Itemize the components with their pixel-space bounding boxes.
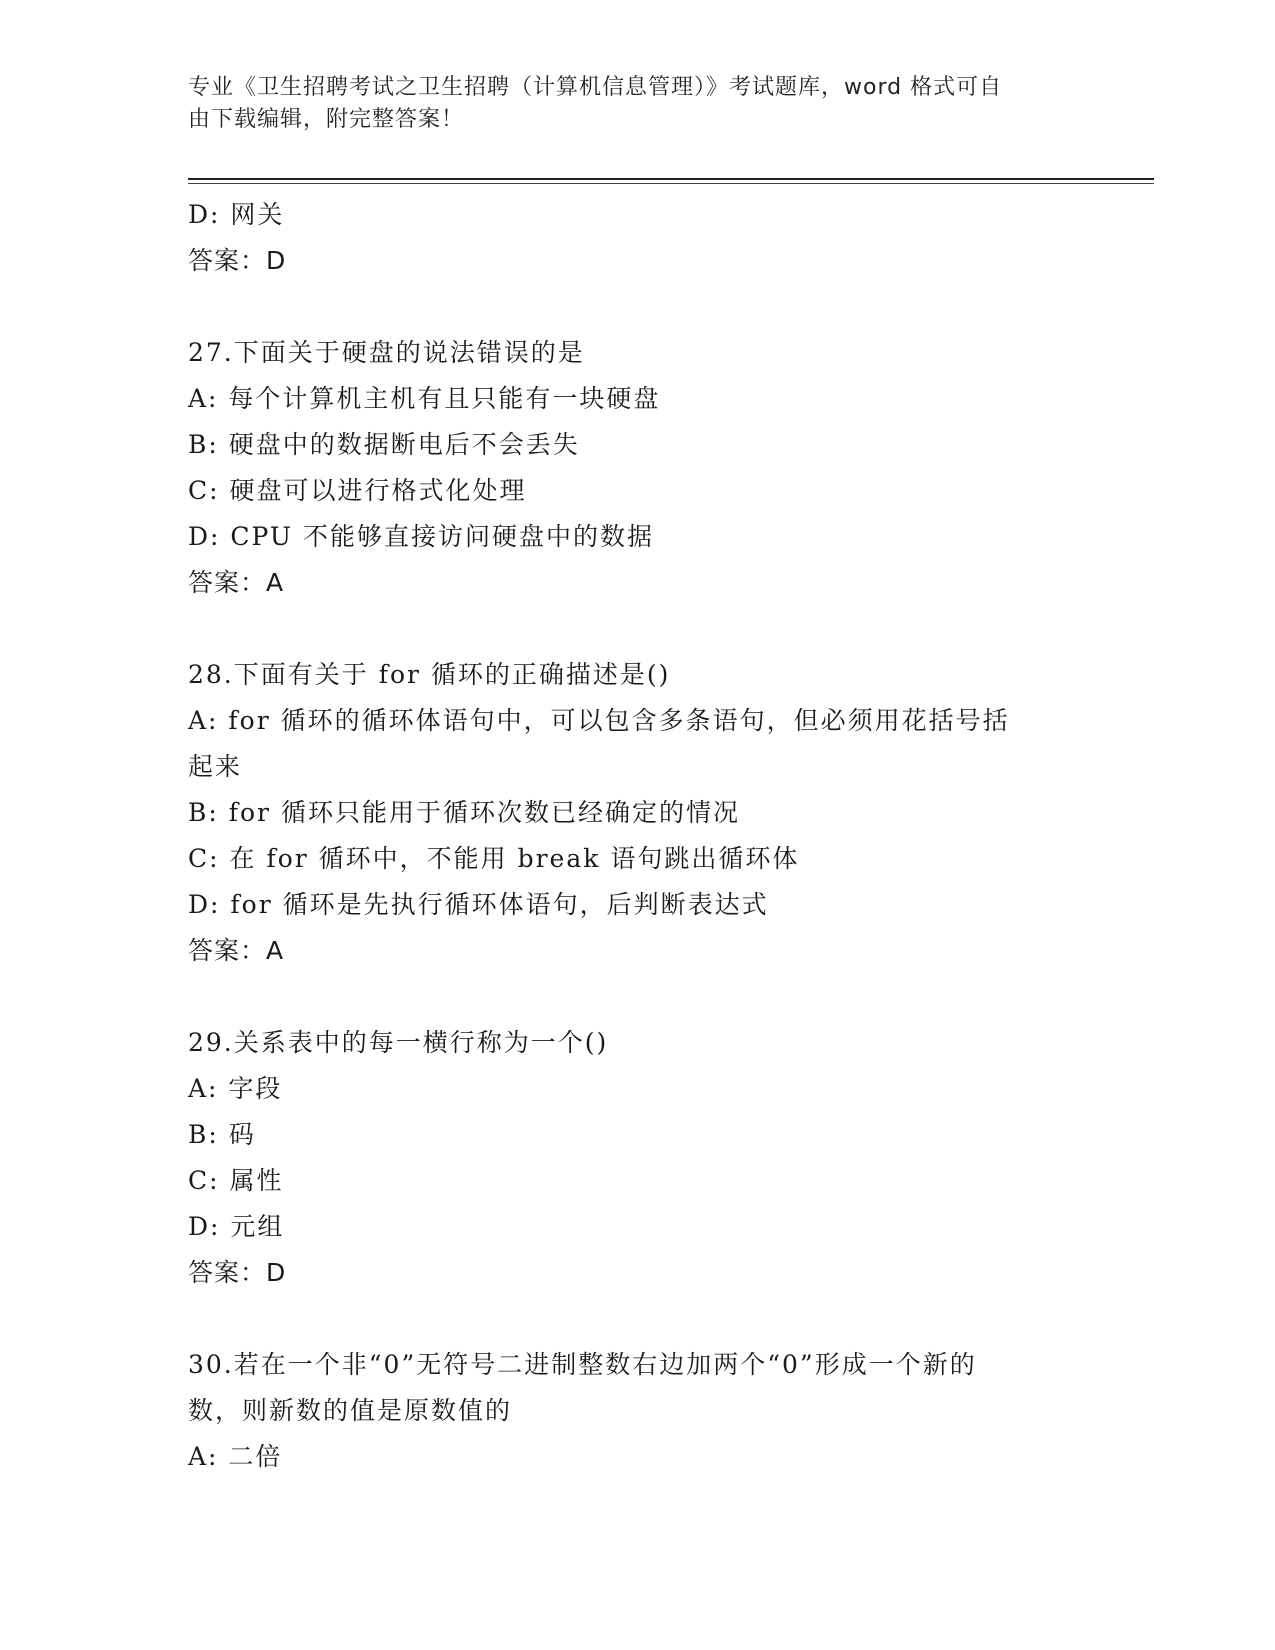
option-b: B: 硬盘中的数据断电后不会丢失 (188, 430, 580, 459)
document-header (188, 72, 1068, 136)
question-stem: 27.下面关于硬盘的说法错误的是 (188, 338, 585, 367)
question-27 (188, 330, 1088, 606)
question-28 (188, 652, 1088, 974)
option-a-continued: 起来 (188, 752, 243, 781)
header-line-1: 专业《卫生招聘考试之卫生招聘（计算机信息管理）》考试题库，word 格式可自 (188, 75, 1003, 100)
spacer (188, 974, 1088, 1020)
spacer (188, 284, 1088, 330)
answer: 答案：A (188, 568, 285, 597)
option-d: D: 元组 (188, 1212, 285, 1241)
question-stem: 29.关系表中的每一横行称为一个() (188, 1028, 609, 1057)
question-content (188, 192, 1088, 1480)
question-30 (188, 1342, 1088, 1480)
prev-option-d: D: 网关 (188, 200, 285, 229)
option-a: A: 二倍 (188, 1442, 283, 1471)
header-divider-thin (188, 183, 1154, 184)
option-c: C: 属性 (188, 1166, 284, 1195)
option-a: A: for 循环的循环体语句中，可以包含多条语句，但必须用花括号括 (188, 706, 1010, 735)
option-a: A: 每个计算机主机有且只能有一块硬盘 (188, 384, 661, 413)
answer: 答案：A (188, 936, 285, 965)
option-b: B: for 循环只能用于循环次数已经确定的情况 (188, 798, 740, 827)
option-c: C: 硬盘可以进行格式化处理 (188, 476, 527, 505)
question-stem-line-1: 30.若在一个非“0”无符号二进制整数右边加两个“0”形成一个新的 (188, 1350, 977, 1379)
option-d: D: for 循环是先执行循环体语句，后判断表达式 (188, 890, 769, 919)
spacer (188, 1296, 1088, 1342)
option-c: C: 在 for 循环中，不能用 break 语句跳出循环体 (188, 844, 800, 873)
answer: 答案：D (188, 1258, 287, 1287)
option-a: A: 字段 (188, 1074, 283, 1103)
option-b: B: 码 (188, 1120, 256, 1149)
question-stem-line-2: 数，则新数的值是原数值的 (188, 1396, 513, 1425)
question-stem: 28.下面有关于 for 循环的正确描述是() (188, 660, 671, 689)
prev-answer: 答案：D (188, 246, 287, 275)
header-line-2: 由下载编辑，附完整答案！ (188, 107, 465, 132)
spacer (188, 606, 1088, 652)
question-29 (188, 1020, 1088, 1296)
option-d: D: CPU 不能够直接访问硬盘中的数据 (188, 522, 654, 551)
header-divider-thick (188, 178, 1154, 180)
